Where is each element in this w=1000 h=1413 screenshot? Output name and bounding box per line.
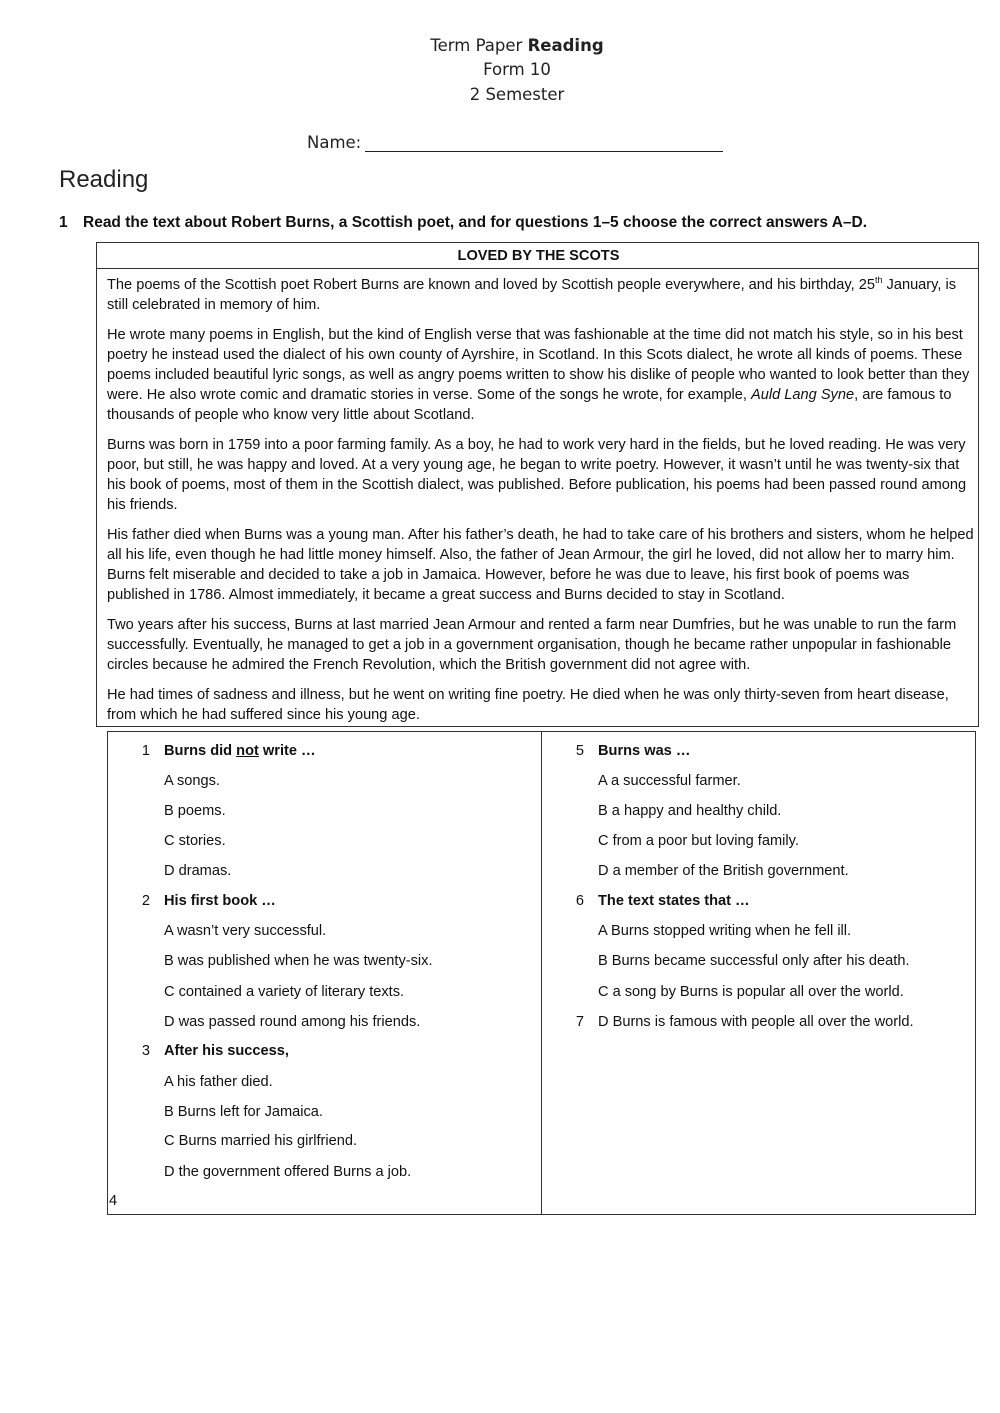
option-5c[interactable]: C from a poor but loving family. bbox=[598, 833, 799, 849]
option-1d[interactable]: D dramas. bbox=[164, 863, 232, 879]
option-3b[interactable]: B Burns left for Jamaica. bbox=[164, 1104, 323, 1120]
question-number: 5 bbox=[575, 743, 584, 759]
name-label: Name: bbox=[307, 133, 362, 152]
option-2b[interactable]: B was published when he was twenty-six. bbox=[164, 953, 433, 969]
page-marker: 4 bbox=[109, 1193, 118, 1209]
questions-table bbox=[107, 731, 976, 1215]
name-field[interactable] bbox=[307, 133, 723, 152]
option-2a[interactable]: A wasn’t very successful. bbox=[164, 923, 327, 939]
instruction-number: 1 bbox=[59, 214, 68, 231]
option-6a[interactable]: A Burns stopped writing when he fell ill. bbox=[598, 923, 852, 939]
title-plain: Term Paper bbox=[430, 36, 523, 55]
option-6c[interactable]: C a song by Burns is popular all over the world. bbox=[598, 984, 904, 1000]
option-5d[interactable]: D a member of the British government. bbox=[598, 863, 849, 879]
article-paragraph-2: He wrote many poems in English, but the kind of English verse that was fashionable at the time did not match his style, so in his best poetry he instead used the dialect of his own county of Ayrshire, in Scotland. In this Scots dialect, he wrote all kinds of poems. These poems included beautiful lyric songs, as well as angry poems written to show his dislike of people who wanted to look better than they were. He also wrote comic and dramatic stories in verse. Some of the songs he wrote, for example, Auld Lang Syne, are famous to thousands of people who know very little about Scotland. bbox=[107, 327, 970, 423]
article-box bbox=[96, 242, 979, 727]
option-3d[interactable]: D the government offered Burns a job. bbox=[164, 1164, 412, 1180]
option-1c[interactable]: C stories. bbox=[164, 833, 226, 849]
question-number: 2 bbox=[141, 893, 150, 909]
instruction-text: Read the text about Robert Burns, a Scottish poet, and for questions 1–5 choose the correct answers A–D. bbox=[83, 214, 868, 231]
article-paragraph-1: The poems of the Scottish poet Robert Burns are known and loved by Scottish people everywhere, and his birthday, 25th January, is still celebrated in memory of him. bbox=[107, 275, 957, 313]
option-2c[interactable]: C contained a variety of literary texts. bbox=[164, 984, 405, 1000]
option-5b[interactable]: B a happy and healthy child. bbox=[598, 803, 782, 819]
section-heading: Reading bbox=[59, 166, 149, 193]
option-2d[interactable]: D was passed round among his friends. bbox=[164, 1014, 421, 1030]
article-paragraph-4: His father died when Burns was a young man. After his father’s death, he had to take care of his brothers and sisters, whom he helped all his life, even though he had little money himself. Also, the father of Jean Armour, the girl he loved, did not allow her to marry him. Burns felt miserable and decided to take a job in Jamaica. However, before he was due to leave, his first book of poems was published in 1786. Almost immediately, it became a great success and Burns decided to stay in Scotland. bbox=[107, 527, 974, 603]
option-1a[interactable]: A songs. bbox=[164, 773, 220, 789]
column-divider bbox=[541, 732, 542, 1214]
question-stem-5: Burns was … bbox=[598, 743, 691, 759]
document-title bbox=[0, 36, 1000, 55]
article-title-rule bbox=[97, 268, 978, 269]
form-label: Form 10 bbox=[483, 60, 551, 79]
article-title: LOVED BY THE SCOTS bbox=[457, 248, 620, 264]
option-5a[interactable]: A a successful farmer. bbox=[598, 773, 741, 789]
title-bold: Reading bbox=[527, 36, 604, 55]
question-stem-1: Burns did not write … bbox=[164, 743, 316, 759]
question-stem-2: His first book … bbox=[164, 893, 276, 909]
question-number: 6 bbox=[575, 893, 584, 909]
article-paragraph-3: Burns was born in 1759 into a poor farming family. As a boy, he had to work very hard in the fields, but he loved reading. He was very poor, but still, he was happy and loved. At a very young age, he began to write poetry. However, it wasn’t until he was twenty-six that his book of poems, most of them in the Scottish dialect, was published. Before publication, his poems had been passed round among his friends. bbox=[107, 437, 967, 513]
question-number: 3 bbox=[141, 1043, 150, 1059]
question-stem-3: After his success, bbox=[164, 1043, 289, 1059]
option-7d[interactable]: D Burns is famous with people all over the world. bbox=[598, 1014, 914, 1030]
instruction bbox=[59, 214, 867, 232]
article-paragraph-5: Two years after his success, Burns at last married Jean Armour and rented a farm near Dumfries, but he was unable to run the farm successfully. Eventually, he managed to get a job in a government organisation, though he became rather unpopular in fashionable circles because he admired the French Revolution, which the British government did not agree with. bbox=[107, 617, 957, 673]
semester-label: 2 Semester bbox=[469, 85, 565, 104]
article-paragraph-6: He had times of sadness and illness, but he went on writing fine poetry. He died when he was only thirty-seven from heart disease, from which he had suffered since his young age. bbox=[107, 687, 949, 723]
question-stem-6: The text states that … bbox=[598, 893, 750, 909]
option-6b[interactable]: B Burns became successful only after his death. bbox=[598, 953, 910, 969]
question-number: 7 bbox=[575, 1014, 584, 1030]
option-3a[interactable]: A his father died. bbox=[164, 1074, 273, 1090]
name-line[interactable] bbox=[365, 133, 723, 152]
option-3c[interactable]: C Burns married his girlfriend. bbox=[164, 1133, 358, 1149]
option-1b[interactable]: B poems. bbox=[164, 803, 226, 819]
question-number: 1 bbox=[141, 743, 150, 759]
